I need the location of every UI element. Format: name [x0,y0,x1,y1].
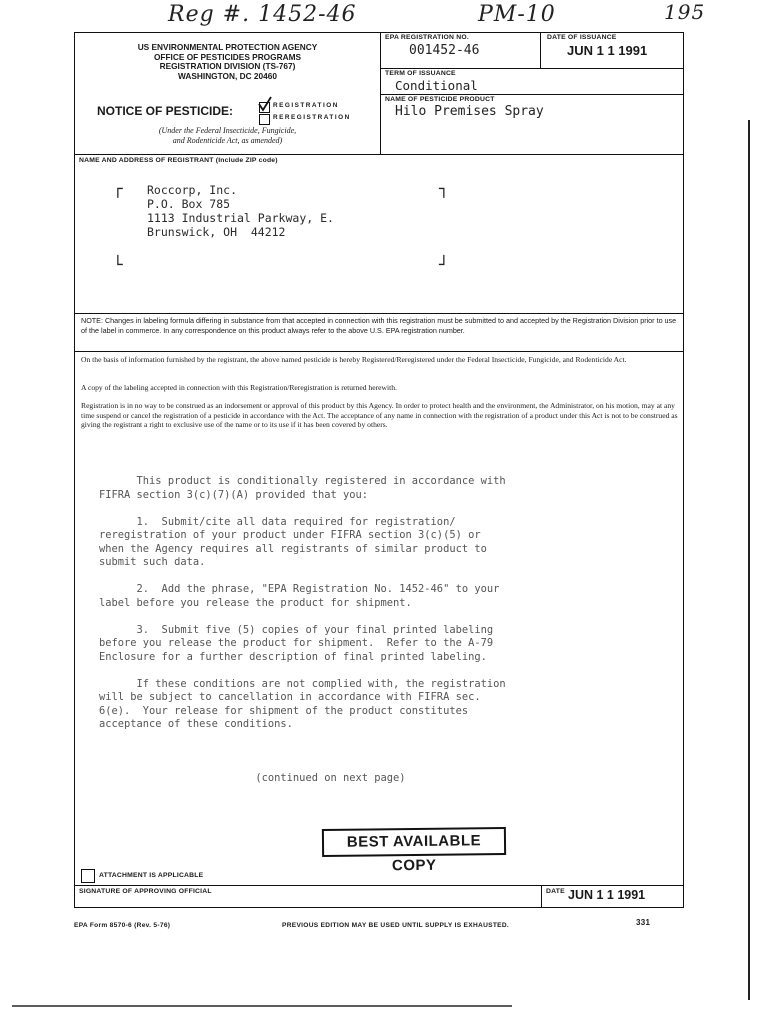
date-label: DATE [546,888,565,895]
address-corner-bottom-right: ┘ [439,255,449,274]
divider [75,313,683,314]
product-name-label: NAME OF PESTICIDE PRODUCT [385,96,495,103]
reregistration-label: REREGISTRATION [273,114,351,121]
act-line: (Under the Federal Insecticide, Fungicide, [158,126,297,135]
scan-artifact [12,1005,512,1007]
date-of-issuance-value: JUN 1 1 1991 [567,43,648,58]
term-of-issuance-value: Conditional [395,78,478,93]
act-reference [75,126,380,146]
handwritten-pm-number: PM-10 [478,2,556,27]
pesticide-notice-form [74,32,684,908]
agency-line: WASHINGTON, DC 20460 [178,70,277,81]
attachment-checkbox[interactable] [81,869,95,883]
term-of-issuance-label: TERM OF ISSUANCE [385,70,456,77]
labeling-statement: A copy of the labeling accepted in connection with this Registration/Reregistration is returned herewith. [81,383,397,392]
disclaimer-statement: Registration is in no way to be construed as an indorsement or approval of this product by this Agency. In order to protect health and the environment, the Administrator, on his motion, may at any time suspend or cancel the registration of a pesticide in accordance with the Act. The acceptance of any name in connection with the registration of a product under this Act is not to be construed as giving the registrant a right to exclusive use of the name or to its use if it has been covered by others. [81,401,678,430]
agency-header [75,33,381,155]
form-id: EPA Form 8570-6 (Rev. 5-76) [74,922,171,929]
conditions-text: This product is conditionally registered in accordance with FIFRA section 3(c)(7)(A) provided that you: 1. Submit/cite all data required for registration/ reregistration of your product under FIFRA section 3(c)(5) or when the Agency requires all registrants of similar product to submit such data. 2. Add the phrase, "EPA Registration No. 1452-46" to your label before you release the product for shipment. 3. Submit five (5) copies of your final printed labeling before you release the product for shipment. Refer to the A-79 Enclosure for a further description of final printed labeling. If these conditions are not complied with, the registration will be subject to cancellation in accordance with FIFRA sec. 6(e). Your release for shipment of the product constitutes acceptance of these conditions. (continued on next page) [99,475,506,784]
divider [75,154,683,155]
address-corner-bottom-left: └ [113,255,123,274]
act-line: and Rodenticide Act, as amended) [172,136,283,145]
handwritten-page-mark: 195 [664,0,706,24]
attachment-label: ATTACHMENT IS APPLICABLE [99,872,204,879]
term-of-issuance-box [381,69,683,95]
registrant-label: NAME AND ADDRESS OF REGISTRANT (Include ZIP code) [79,157,278,164]
product-name-value: Hilo Premises Spray [395,104,544,119]
agency-address [75,43,380,81]
registrant-address: Roccorp, Inc. P.O. Box 785 1113 Industrial Parkway, E. Brunswick, OH 44212 [147,183,334,239]
epa-registration-value: 001452-46 [409,43,480,58]
registration-checkbox[interactable] [259,102,270,113]
address-corner-top-left: ┌ [113,179,123,198]
agency-line: REGISTRATION DIVISION (TS-767) [159,61,296,71]
agency-line: OFFICE OF PESTICIDES PROGRAMS [153,51,302,62]
product-name-box [381,95,683,155]
epa-registration-label: EPA REGISTRATION NO. [385,34,469,41]
reregistration-checkbox[interactable] [259,114,270,125]
epa-registration-box [381,33,541,69]
registration-statement: On the basis of information furnished by the registrant, the above named pesticide is hereby Registered/Reregistered under the Federal Insecticide, Fungicide, and Rodenticide Act. [81,355,627,364]
page-code: 331 [636,918,651,927]
notice-type-row [97,95,367,125]
date-of-issuance-box [541,33,683,69]
signature-label: SIGNATURE OF APPROVING OFFICIAL [79,888,212,895]
address-corner-top-right: ┐ [439,179,449,198]
notice-title: NOTICE OF PESTICIDE: [97,104,234,118]
check-mark-icon [258,96,272,112]
date-value: JUN 1 1 1991 [568,888,646,902]
agency-line: US ENVIRONMENTAL PROTECTION AGENCY [137,42,318,52]
registration-label: REGISTRATION [273,102,339,109]
scan-edge [748,120,750,1000]
edition-note: PREVIOUS EDITION MAY BE USED UNTIL SUPPLY IS EXHAUSTED. [282,922,510,929]
date-of-issuance-label: DATE OF ISSUANCE [547,34,617,41]
best-available-copy-stamp: BEST AVAILABLE COPY [322,827,506,857]
divider [75,351,683,352]
date-box [541,885,684,907]
handwritten-reg-number: Reg #. 1452-46 [168,2,357,27]
note-text: NOTE: Changes in labeling formula differing in substance from that accepted in connection with this registration must be submitted to and accepted by the Registration Division prior to use of the label in commerce. In any correspondence on this product always refer to the above U.S. EPA registration number. [81,316,677,335]
